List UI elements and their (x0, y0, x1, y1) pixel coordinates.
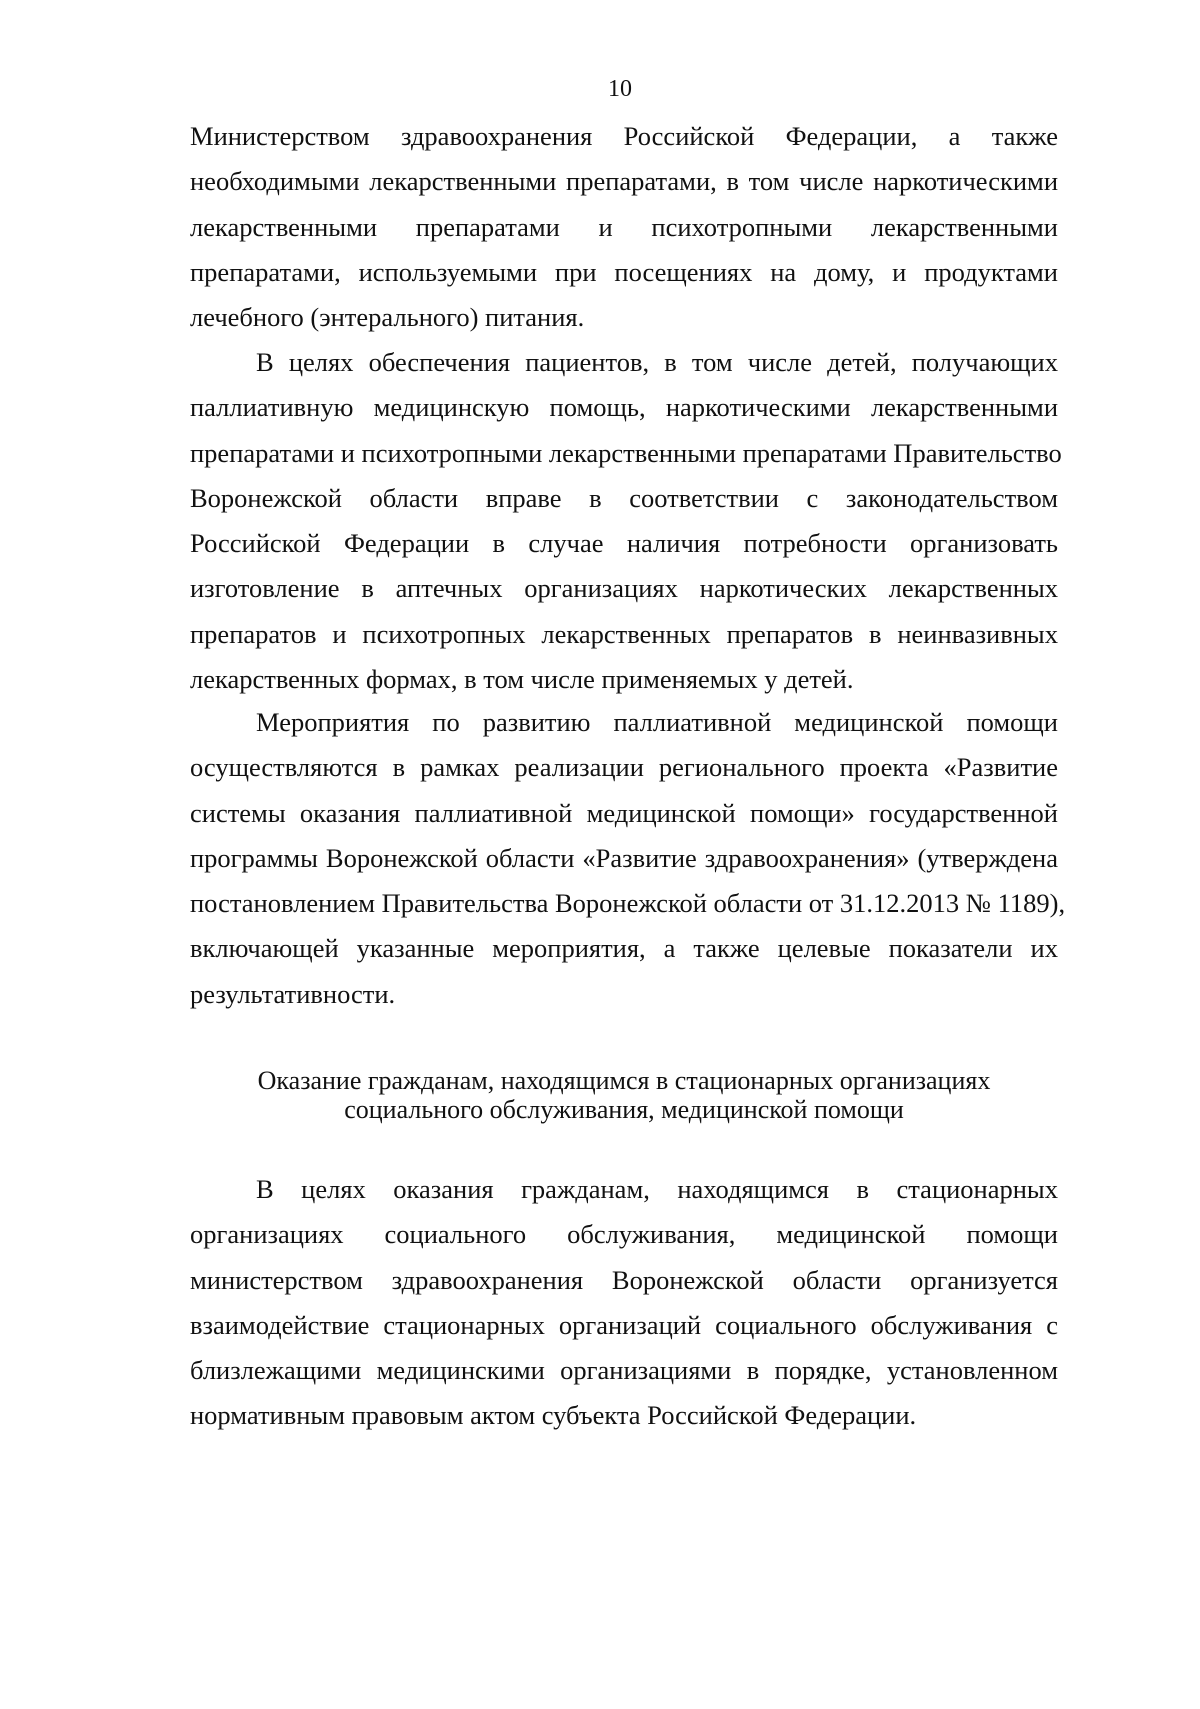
text-line: препаратами, используемыми при посещениях на дому, и продуктами (190, 256, 1058, 287)
text-line: Российской Федерации в случае наличия потребности организовать (190, 528, 1058, 559)
text-line: министерством здравоохранения Воронежской области организуется (190, 1264, 1058, 1295)
paragraph-regional-project (190, 700, 1066, 1017)
paragraph-continuation (190, 114, 1058, 340)
text-line: системы оказания паллиативной медицинской помощи» государственной (190, 797, 1058, 828)
text-line: включающей указанные мероприятия, а также целевые показатели их (190, 933, 1058, 964)
text-line: результативности. (190, 978, 396, 1009)
heading-line: социального обслуживания, медицинской помощи (344, 1095, 904, 1124)
text-line: препаратов и психотропных лекарственных препаратов в неинвазивных (190, 618, 1058, 649)
text-line: изготовление в аптечных организациях наркотических лекарственных (190, 573, 1058, 604)
text-line: постановлением Правительства Воронежской области от 31.12.2013 № 1189), (190, 888, 1066, 919)
text-line: лечебного (энтерального) питания. (190, 302, 585, 333)
heading-line: Оказание гражданам, находящимся в стационарных организациях (257, 1066, 991, 1095)
text-line: паллиативную медицинскую помощь, наркотическими лекарственными (190, 392, 1058, 423)
text-line: программы Воронежской области «Развитие здравоохранения» (утверждена (190, 842, 1058, 873)
text-line: Министерством здравоохранения Российской Федерации, а также (190, 121, 1058, 151)
text-line: близлежащими медицинскими организациями в порядке, установленном (190, 1355, 1058, 1386)
text-line: осуществляются в рамках реализации регионального проекта «Развитие (190, 752, 1058, 783)
text-line: В целях оказания гражданам, находящимся в стационарных (256, 1174, 1058, 1204)
page-number: 10 (608, 76, 632, 102)
section-heading (190, 1066, 1058, 1124)
text-line: лекарственными препаратами и психотропными лекарственными (190, 211, 1058, 242)
text-line: Воронежской области вправе в соответствии с законодательством (190, 482, 1058, 513)
text-line: лекарственных формах, в том числе применяемых у детей. (190, 664, 854, 695)
text-line: необходимыми лекарственными препаратами, в том числе наркотическими (190, 166, 1058, 197)
text-line: нормативным правовым актом субъекта Российской Федерации. (190, 1400, 917, 1431)
paragraph-social-institutions (190, 1167, 1058, 1439)
text-line: препаратами и психотропными лекарственными препаратами Правительство (190, 437, 1062, 468)
paragraph-palliative-drugs (190, 340, 1062, 702)
text-line: Мероприятия по развитию паллиативной медицинской помощи (256, 707, 1058, 737)
text-line: организациях социального обслуживания, медицинской помощи (190, 1219, 1058, 1250)
text-line: В целях обеспечения пациентов, в том числе детей, получающих (256, 347, 1058, 377)
text-line: взаимодействие стационарных организаций социального обслуживания с (190, 1309, 1058, 1340)
